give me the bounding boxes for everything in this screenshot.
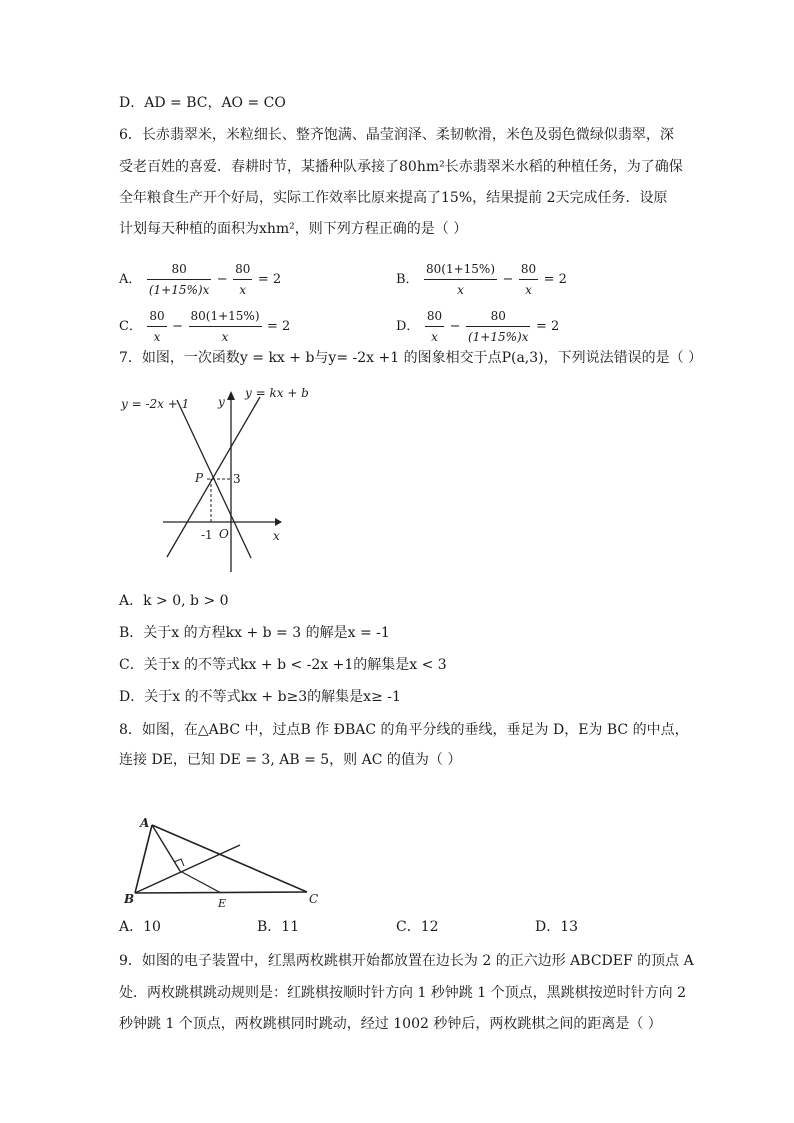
q7-option-d: D．关于x 的不等式kx + b≥3的解集是x≥ -1 bbox=[119, 689, 401, 705]
denominator: (1+15%)x bbox=[467, 330, 529, 344]
x-axis-arrow bbox=[275, 518, 282, 526]
label-x-axis: x bbox=[273, 529, 280, 543]
numerator: 80 bbox=[147, 307, 166, 327]
q8-option-b: B．11 bbox=[257, 919, 300, 935]
fraction bbox=[189, 307, 262, 346]
label-line2: y = kx + b bbox=[245, 386, 309, 400]
numerator: 80 bbox=[147, 260, 212, 280]
fraction bbox=[147, 260, 212, 299]
denominator: x bbox=[153, 330, 161, 344]
operator: − bbox=[172, 318, 184, 334]
q6-option-d bbox=[396, 307, 559, 346]
label-origin: O bbox=[219, 527, 229, 541]
label-c: C bbox=[309, 892, 319, 906]
q9-stem-line1: 9．如图的电子装置中，红黑两枚跳棋开始都放置在边长为 2 的正六边形 ABCDEF 的顶点 A bbox=[119, 953, 694, 969]
fraction bbox=[425, 307, 444, 346]
q8-option-d: D．13 bbox=[535, 919, 579, 935]
q6-option-c bbox=[119, 307, 290, 346]
numerator: 80 bbox=[425, 307, 444, 327]
equals: = 2 bbox=[257, 271, 282, 287]
equals: = 2 bbox=[266, 318, 291, 334]
equals: = 2 bbox=[535, 318, 560, 334]
q8-option-a: A．10 bbox=[119, 919, 161, 935]
denominator: x bbox=[457, 283, 464, 297]
q8-figure bbox=[122, 815, 332, 910]
numerator: 80 bbox=[466, 307, 531, 327]
line-y-kx-plus-b bbox=[167, 397, 260, 557]
q8-option-c: C．12 bbox=[396, 919, 439, 935]
numerator: 80(1+15%) bbox=[189, 307, 262, 327]
option-label: A． bbox=[119, 271, 142, 287]
fraction bbox=[466, 307, 531, 346]
q6-stem-line2: 受老百姓的喜爱．春耕时节，某播种队承接了80hm²长赤翡翠米水稻的种植任务，为了确保 bbox=[119, 159, 683, 175]
label-three: 3 bbox=[233, 472, 241, 486]
label-a: A bbox=[140, 816, 150, 830]
q8-stem-line2: 连接 DE，已知 DE = 3, AB = 5，则 AC 的值为（ ） bbox=[119, 752, 462, 768]
option-label: C． bbox=[119, 318, 142, 334]
fraction bbox=[233, 260, 252, 299]
numerator: 80 bbox=[519, 260, 538, 280]
side-ab bbox=[135, 825, 152, 893]
operator: − bbox=[449, 318, 461, 334]
q9-stem-line2: 处．两枚跳棋跳动规则是：红跳棋按顺时针方向 1 秒钟跳 1 个顶点，黑跳棋按逆时针方向 2 bbox=[119, 985, 686, 1001]
denominator: x bbox=[239, 283, 247, 297]
denominator: x bbox=[431, 330, 438, 344]
denominator: (1+15%)x bbox=[148, 283, 210, 297]
fraction bbox=[147, 307, 166, 346]
q7-option-c: C．关于x 的不等式kx + b < -2x +1的解集是x < 3 bbox=[119, 657, 447, 673]
numerator: 80 bbox=[233, 260, 252, 280]
q8-stem-line1: 8．如图，在△ABC 中，过点B 作 ÐBAC 的角平分线的垂线，垂足为 D，E为 BC 的中点， bbox=[119, 722, 689, 738]
q6-option-b bbox=[396, 260, 567, 299]
label-y-axis: y bbox=[218, 395, 225, 409]
q5-option-d: D．AD = BC，AO = CO bbox=[119, 95, 286, 111]
perpendicular-bd bbox=[135, 845, 240, 893]
side-ac bbox=[152, 825, 307, 892]
q6-stem-line4: 计划每天种植的面积为xhm²，则下列方程正确的是（ ） bbox=[119, 221, 468, 237]
label-line1: y = -2x + 1 bbox=[121, 397, 190, 411]
y-axis-arrow bbox=[227, 391, 235, 400]
segment-de bbox=[180, 871, 221, 893]
denominator: x bbox=[221, 330, 229, 344]
fraction bbox=[519, 260, 538, 299]
q7-option-a: A．k > 0, b > 0 bbox=[119, 593, 229, 609]
q6-option-a bbox=[119, 260, 281, 299]
label-p: P bbox=[195, 471, 204, 485]
option-label: B． bbox=[396, 271, 419, 287]
q7-figure bbox=[115, 382, 315, 577]
fraction bbox=[424, 260, 497, 299]
q9-stem-line3: 秒钟跳 1 个顶点，两枚跳棋同时跳动，经过 1002 秒钟后，两枚跳棋之间的距离是（ ） bbox=[119, 1016, 662, 1032]
label-e: E bbox=[218, 897, 227, 910]
equals: = 2 bbox=[543, 271, 567, 287]
label-neg-one: -1 bbox=[201, 528, 213, 542]
operator: − bbox=[502, 271, 514, 287]
option-label: D． bbox=[396, 318, 420, 334]
q6-stem-line1: 6．长赤翡翠米，米粒细长、整齐饱满、晶莹润泽、柔韧軟滑，米色及弱色微绿似翡翠，深 bbox=[119, 127, 674, 143]
q6-stem-line3: 全年粮食生产开个好局，实际工作效率比原来提高了15%，结果提前 2天完成任务．设原 bbox=[119, 190, 668, 206]
q7-stem: 7．如图，一次函数y = kx + b与y= -2x +1 的图象相交于点P(a,3)，下列说法错误的是（ ） bbox=[119, 350, 703, 366]
operator: − bbox=[216, 271, 228, 287]
denominator: x bbox=[525, 283, 532, 297]
label-b: B bbox=[124, 892, 135, 906]
q7-option-b: B．关于x 的方程kx + b = 3 的解是x = -1 bbox=[119, 625, 390, 641]
numerator: 80(1+15%) bbox=[424, 260, 497, 280]
